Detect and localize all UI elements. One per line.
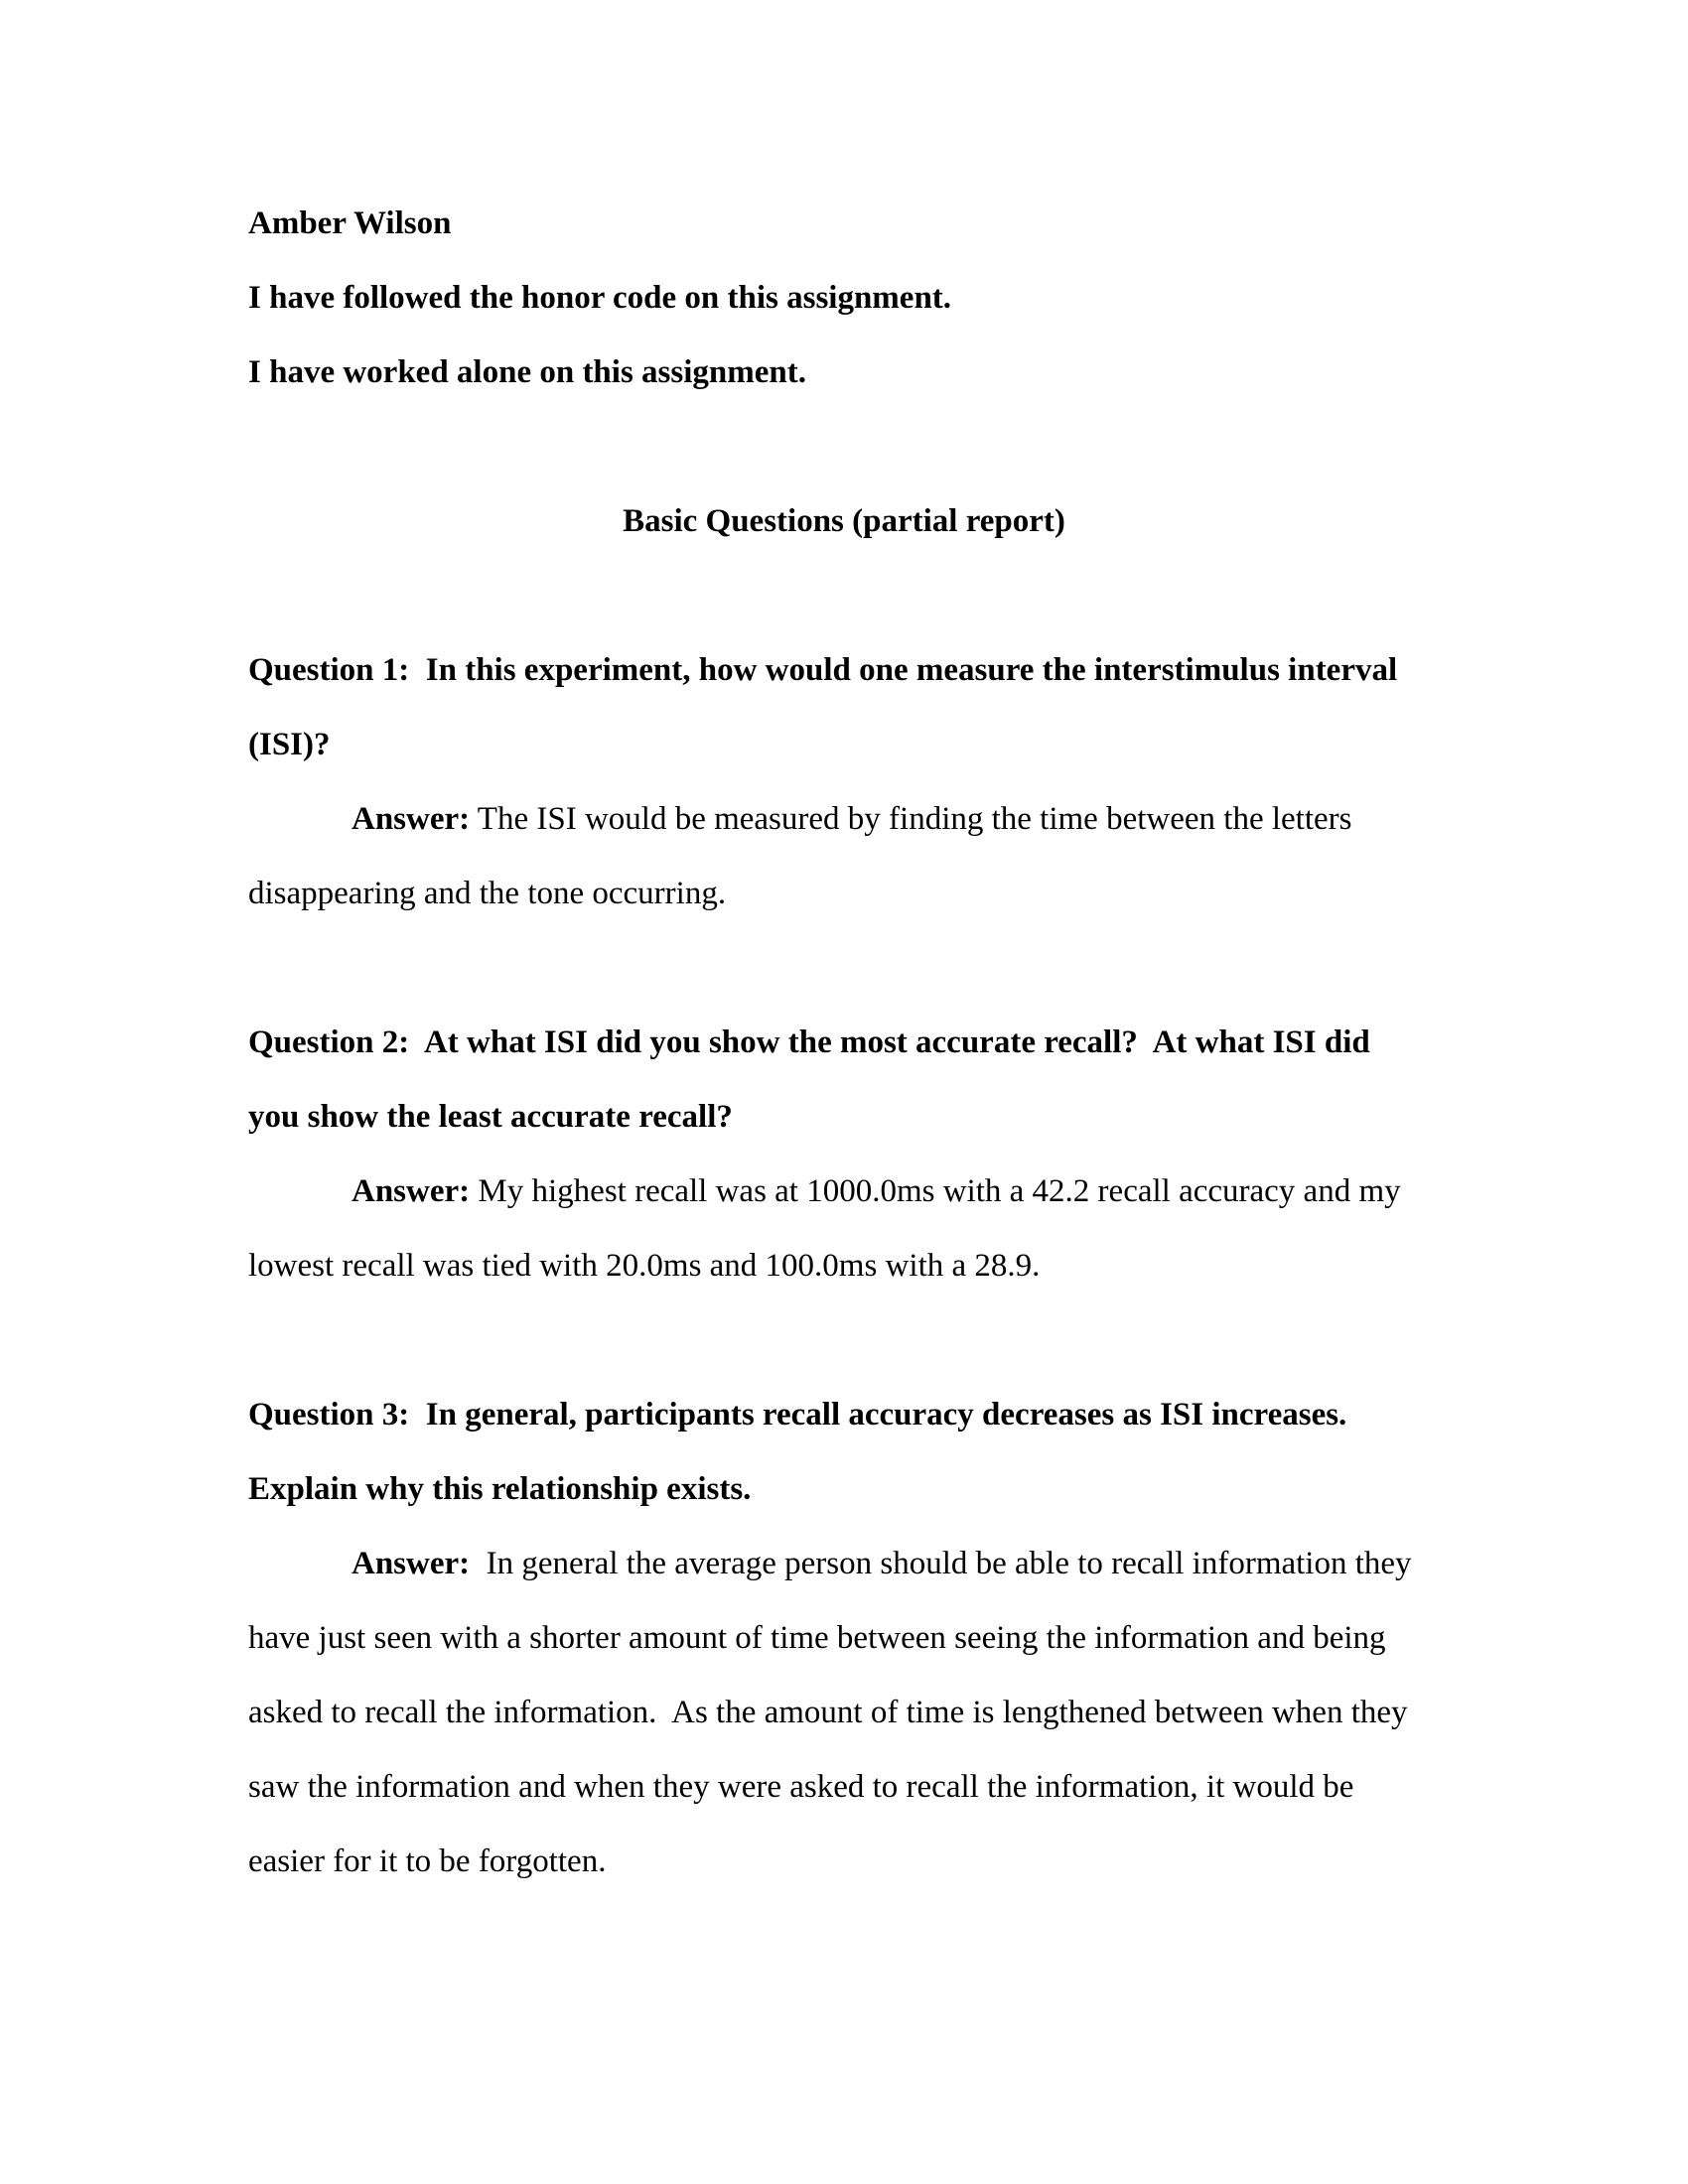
question3-line-2: Explain why this relationship exists. [248, 1471, 752, 1507]
answer1-label: Answer: [352, 801, 471, 837]
answer2-label: Answer: [352, 1173, 471, 1209]
spacer [248, 1303, 1440, 1378]
answer1-text-start: The ISI would be measured by finding the time between the letters [470, 801, 1352, 837]
question1-line-2: (ISI)? [248, 727, 331, 762]
question1-line-1: Question 1: In this experiment, how would one measure the interstimulus interval [248, 652, 1398, 688]
answer2-line-1 [248, 1155, 1440, 1229]
answer1-line-1 [248, 782, 1440, 857]
answer3-line-3: asked to recall the information. As the amount of time is lengthened between when they [248, 1695, 1408, 1730]
honor-statement-1: I have followed the honor code on this assignment. [248, 280, 952, 316]
spacer [248, 559, 1440, 633]
question2-line-1: Question 2: At what ISI did you show the most accurate recall? At what ISI did [248, 1024, 1370, 1060]
document-title: Basic Questions (partial report) [623, 503, 1065, 539]
answer3-line-2: have just seen with a shorter amount of time between seeing the information and being [248, 1620, 1386, 1656]
answer1-line-2: disappearing and the tone occurring. [248, 876, 727, 911]
answer3-label: Answer: [352, 1546, 471, 1581]
answer2-text-start: My highest recall was at 1000.0ms with a 42.2 recall accuracy and my [470, 1173, 1401, 1209]
honor-statement-2: I have worked alone on this assignment. [248, 354, 806, 390]
answer3-line-1 [248, 1527, 1440, 1601]
answer3-text-start: In general the average person should be able to recall information they [470, 1546, 1412, 1581]
document-content [248, 187, 1440, 1899]
author-name: Amber Wilson [248, 205, 452, 241]
answer2-line-2: lowest recall was tied with 20.0ms and 100.0ms with a 28.9. [248, 1248, 1041, 1284]
question3-line-1: Question 3: In general, participants recall accuracy decreases as ISI increases. [248, 1397, 1347, 1433]
answer3-line-4: saw the information and when they were asked to recall the information, it would be [248, 1769, 1354, 1805]
spacer [248, 410, 1440, 484]
question2-line-2: you show the least accurate recall? [248, 1099, 733, 1135]
answer3-line-5: easier for it to be forgotten. [248, 1843, 607, 1879]
spacer [248, 931, 1440, 1006]
